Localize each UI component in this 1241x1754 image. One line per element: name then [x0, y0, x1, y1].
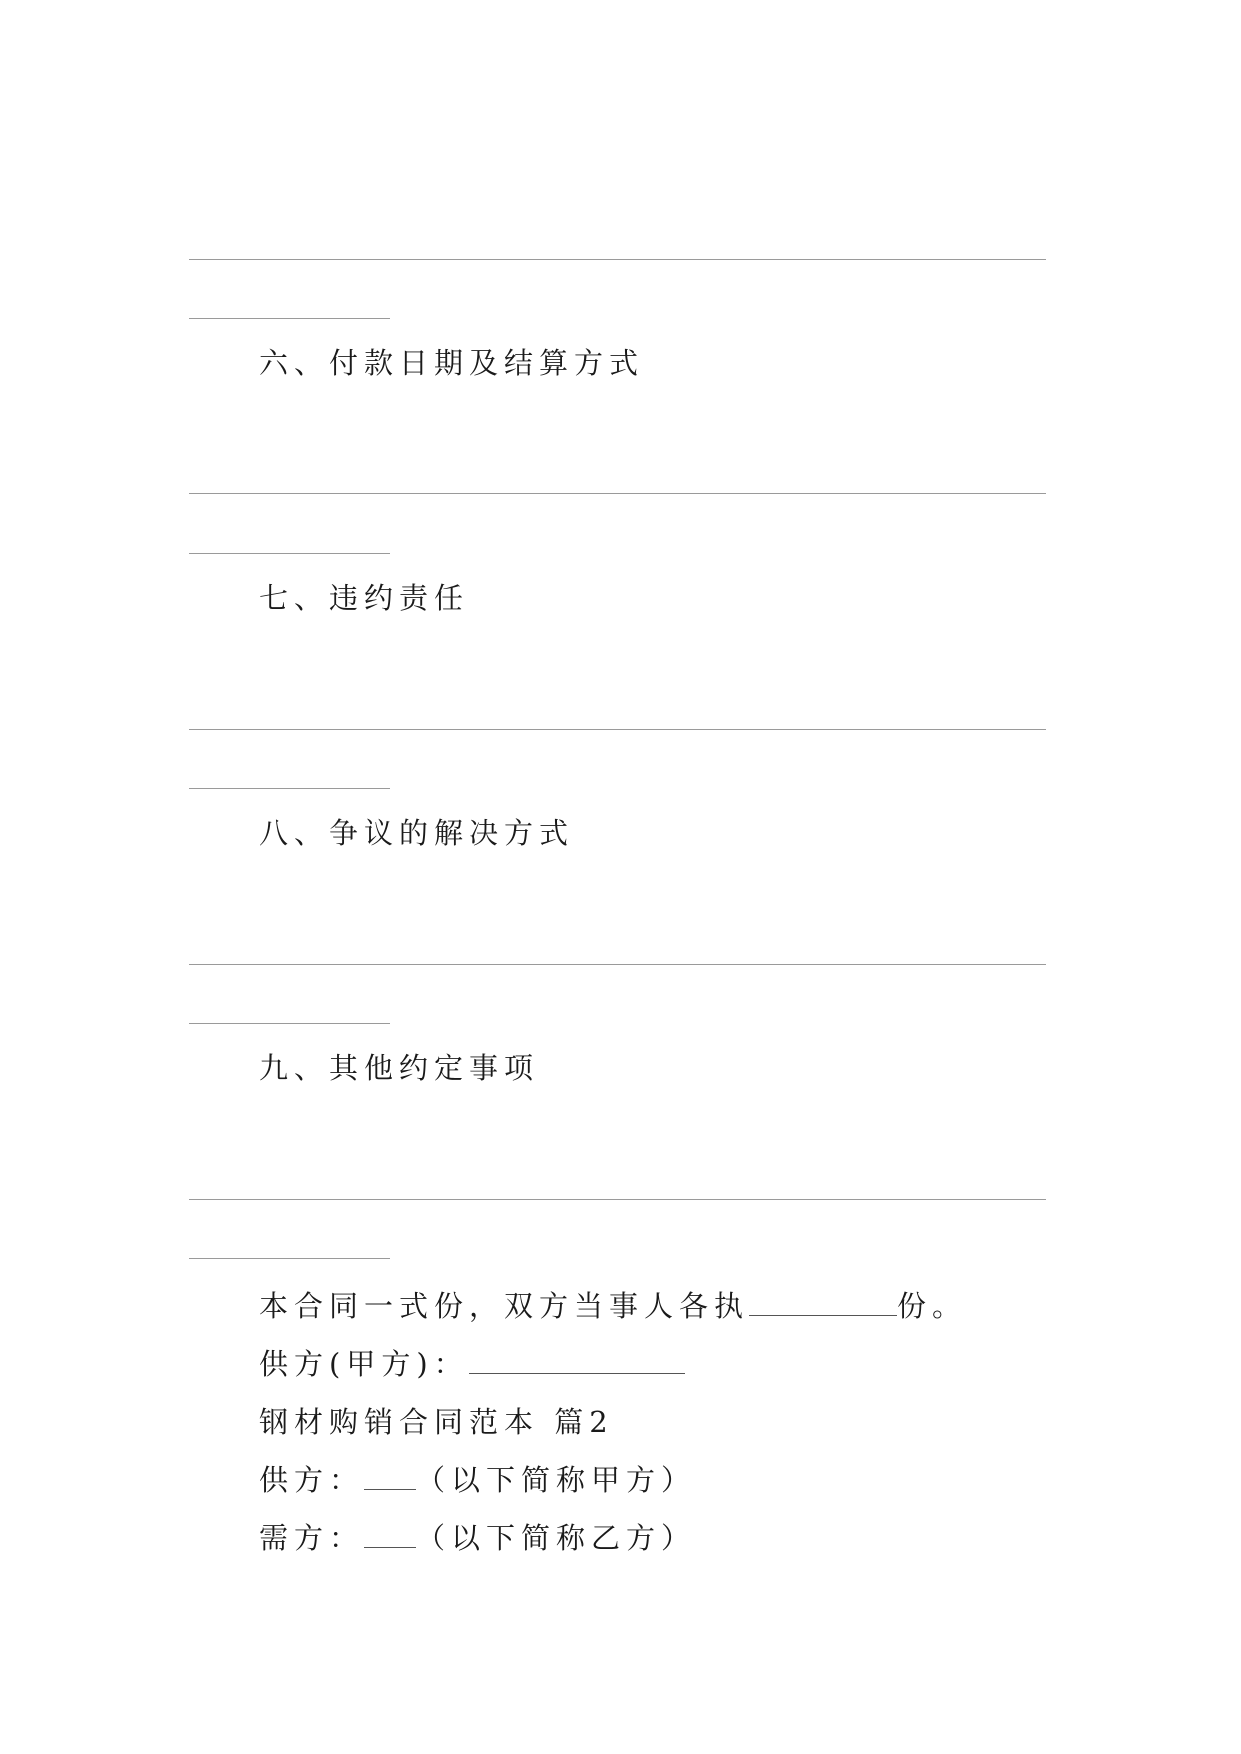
supplier-party-label: 供方(甲方)： — [259, 1347, 469, 1381]
section-heading-6: 六、付款日期及结算方式 — [259, 346, 645, 380]
supplier-party-line — [259, 1346, 685, 1382]
fill-line — [189, 1023, 390, 1024]
copies-suffix: 份。 — [897, 1289, 968, 1323]
supplier-party-blank[interactable] — [469, 1347, 685, 1374]
supplier-line — [259, 1462, 696, 1498]
fill-line — [189, 259, 1046, 260]
supplier-suffix: （以下简称甲方） — [416, 1463, 697, 1497]
fill-line — [189, 729, 1046, 730]
supplier-label: 供方： — [259, 1463, 365, 1497]
copies-line — [259, 1288, 967, 1324]
contract-title: 钢材购销合同范本 篇2 — [259, 1405, 614, 1439]
buyer-label: 需方： — [259, 1521, 365, 1555]
buyer-line — [259, 1520, 696, 1556]
copies-blank[interactable] — [749, 1289, 897, 1316]
supplier-blank[interactable] — [364, 1463, 416, 1490]
section-heading-9: 九、其他约定事项 — [259, 1051, 540, 1085]
buyer-suffix: （以下简称乙方） — [416, 1521, 697, 1555]
copies-prefix: 本合同一式份，双方当事人各执 — [259, 1289, 750, 1323]
fill-line — [189, 1199, 1046, 1200]
fill-line — [189, 318, 390, 319]
fill-line — [189, 1258, 390, 1259]
fill-line — [189, 493, 1046, 494]
fill-line — [189, 964, 1046, 965]
section-heading-7: 七、违约责任 — [259, 581, 470, 615]
section-heading-8: 八、争议的解决方式 — [259, 816, 575, 850]
buyer-blank[interactable] — [364, 1521, 416, 1548]
fill-line — [189, 553, 390, 554]
fill-line — [189, 788, 390, 789]
